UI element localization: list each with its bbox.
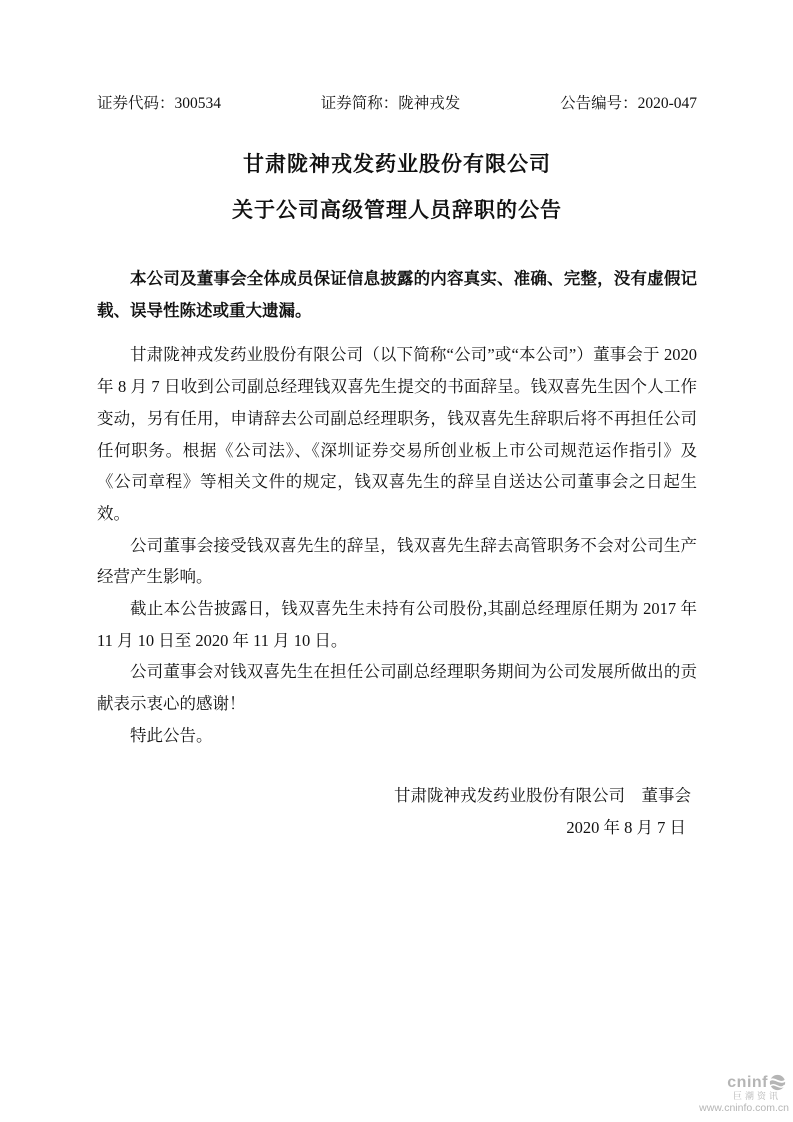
cninfo-url: www.cninfo.com.cn xyxy=(699,1102,789,1114)
body-paragraph-4: 公司董事会对钱双喜先生在担任公司副总经理职务期间为公司发展所做出的贡献表示衷心的感谢！ xyxy=(97,662,697,714)
announcement-number: 公告编号：2020-047 xyxy=(560,95,697,112)
closing-line: 特此公告。 xyxy=(130,725,213,745)
cninfo-brand-row xyxy=(694,1074,789,1091)
body-paragraph-3: 截止本公告披露日，钱双喜先生未持有公司股份,其副总经理原任期为 2017 年 11 月 10 日至 2020 年 11 月 10 日。 xyxy=(97,599,697,650)
cninfo-watermark xyxy=(694,1074,789,1115)
cninfo-swirl-icon xyxy=(769,1074,786,1091)
stock-code: 证券代码：300534 xyxy=(97,95,222,112)
truthfulness-statement: 本公司及董事会全体成员保证信息披露的内容真实、准确、完整，没有虚假记载、误导性陈述或重大遗漏。 xyxy=(97,269,697,320)
body-paragraph-1: 甘肃陇神戎发药业股份有限公司（以下简称“公司”或“本公司”）董事会于 2020 年 8 月 7 日收到公司副总经理钱双喜先生提交的书面辞呈。钱双喜先生因个人工作变动，另有任用，申请辞去公司副总经理职务，钱双喜先生辞职后将不再担任公司任何职务。根据《公司法》、《深圳证券交易所创业板上市公司规范运作指引》及《公司章程》等相关文件的规定，钱双喜先生的辞呈自送达公司董事会之日起生效。 xyxy=(97,345,697,523)
cninfo-brand-text: cninf xyxy=(727,1073,768,1091)
title-line-company: 甘肃陇神戎发药业股份有限公司 xyxy=(243,152,551,176)
stock-short-name: 证券简称：陇神戎发 xyxy=(320,95,461,112)
signature-block xyxy=(97,780,697,844)
cninfo-caption: 巨潮资讯 xyxy=(732,1091,781,1101)
document-content xyxy=(97,95,697,844)
signature-company: 甘肃陇神戎发药业股份有限公司 董事会 xyxy=(394,785,691,805)
document-header xyxy=(97,95,697,112)
body-paragraph-2: 公司董事会接受钱双喜先生的辞呈，钱双喜先生辞去高管职务不会对公司生产经营产生影响。 xyxy=(97,535,697,587)
title-line-subject: 关于公司高级管理人员辞职的公告 xyxy=(232,198,562,222)
signature-date: 2020 年 8 月 7 日 xyxy=(566,817,686,837)
document-title xyxy=(97,141,697,233)
